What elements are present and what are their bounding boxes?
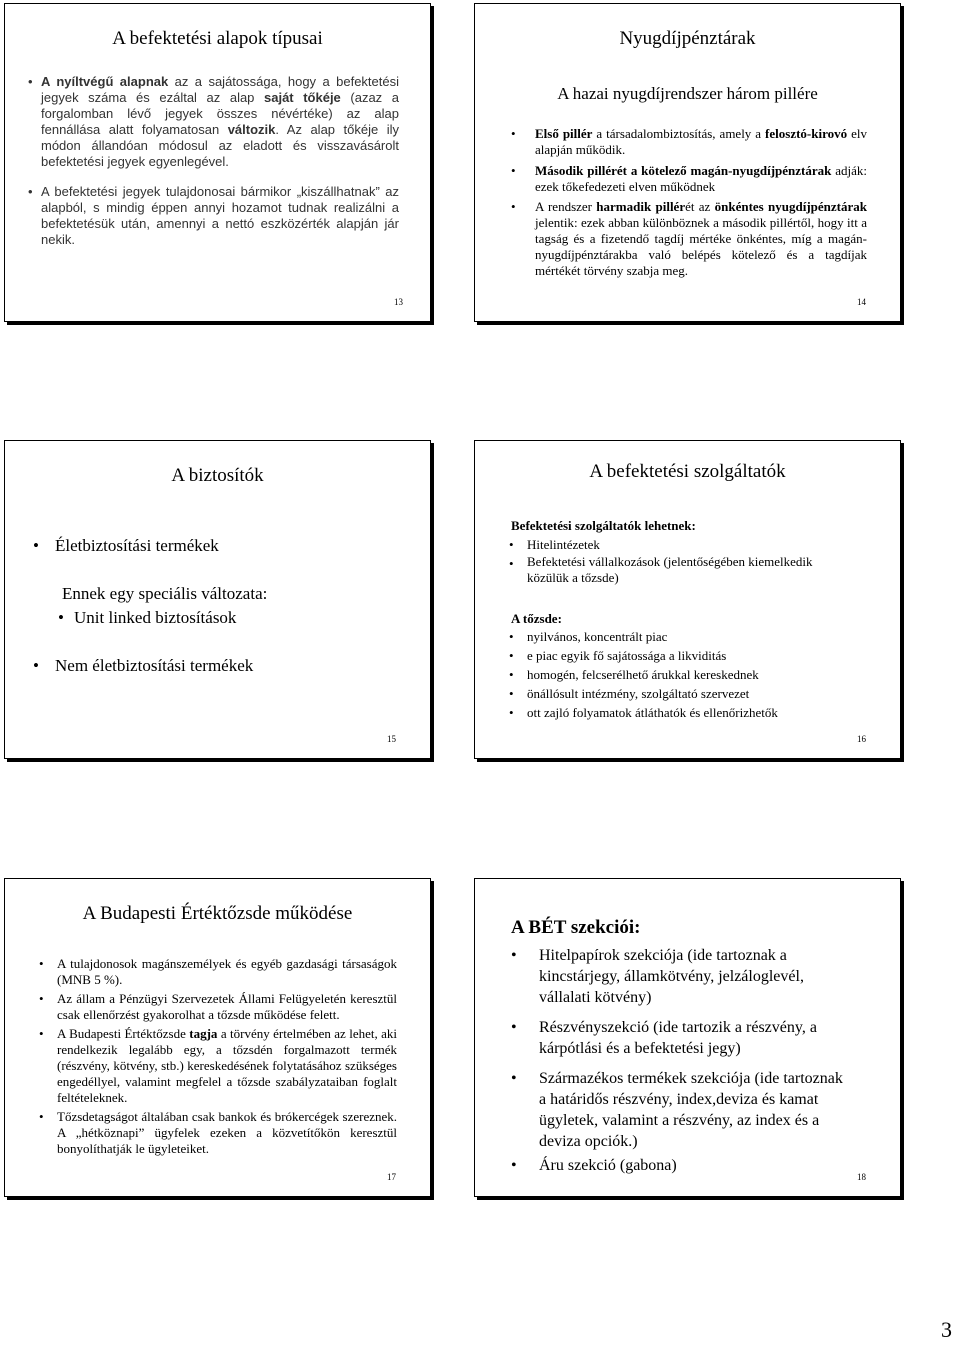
bullet-text: Áru szekció (gabona) [539, 1157, 677, 1174]
bullet-text: homogén, felcserélhető árukkal kereskednek [527, 667, 759, 682]
section-heading: Befektetési szolgáltatók lehetnek: [511, 518, 696, 533]
list-item [511, 945, 849, 1008]
bullet-list [33, 655, 395, 677]
list-item: • A Budapesti Értéktőzsde tagja a törvény értelmében az lehet, aki rendelkezik legalább egy, a tőzsdén forgalmazott termék (részvény, kötvény, stb.) kereskedésének folytatásához szükséges engedéllyel, valamint megfelel a tőzsde szabályzataiban foglalt feltételeknek. [39, 1026, 397, 1105]
bullet-icon: • [511, 199, 516, 214]
bullet-text: e piac egyik fő sajátossága a likviditás [527, 648, 727, 663]
bullet-icon: • [33, 656, 39, 675]
bullet-text: Tőzsdetagságot általában csak bankok és brókercégek szereznek. A „hétköznapi” ügyfelek ezeken a közvetítőkön keresztül bonyolíthatják le ügyleteiket. [57, 1109, 397, 1156]
slide-16 [474, 440, 901, 759]
bullet-icon: • [511, 1019, 517, 1036]
bullet-icon: • [511, 947, 517, 964]
page-number: 3 [941, 1317, 952, 1342]
list-item: • A rendszer harmadik pillérét az önkéntes nyugdíjpénztárak jelentik: ezek abban különböznek a második pillértől, hogy itt a tagság és a fizetendő tagdíj mértéke önkéntes, míg a magán-nyugdíjpénztárakba való belépés kötelező és a tagdíjak mértékét törvény szabja meg. [511, 199, 867, 278]
slide-title: A BÉT szekciói: [511, 917, 641, 938]
bullet-icon: • [509, 556, 514, 571]
list-item [509, 703, 857, 722]
bullet-icon: • [509, 686, 514, 701]
bullet-text: A befektetési jegyek tulajdonosai bármikor „kiszállhatnak” az alapból, s mindig éppen annyi hozamot tudnak realizálni a befektetésük után, amennyi a nettó eszközérték alapján jár nekik. [41, 184, 399, 247]
bullet-icon: • [509, 537, 514, 552]
bullet-list [511, 126, 867, 279]
bullet-text: ott zajló folyamatok átláthatók és ellenőrizhetők [527, 705, 778, 720]
bullet-list [509, 535, 857, 586]
slide-number: 15 [387, 734, 396, 744]
bullet-list [39, 956, 397, 1157]
slide-number: 13 [394, 297, 403, 307]
bullet-list [509, 627, 857, 722]
bullet-icon: • [509, 667, 514, 682]
bullet-icon: • [39, 956, 44, 971]
list-item [39, 991, 397, 1023]
bullet-icon: • [28, 184, 33, 199]
slide-title: A biztosítók [171, 465, 264, 486]
list-item [39, 956, 397, 988]
bullet-text: Származékos termékek szekciója (ide tartoznak a határidős részvény, index,deviza és kamat ügyletek, valamint a részvény, az index és a deviza opciók.) [539, 1070, 843, 1150]
bullet-icon: • [509, 705, 514, 720]
bullet-text: Életbiztosítási termékek [55, 536, 219, 555]
slide-17 [4, 878, 431, 1197]
list-item [511, 1017, 849, 1059]
bullet-icon: • [511, 1070, 517, 1087]
bullet-icon: • [509, 629, 514, 644]
bullet-list [511, 945, 849, 1176]
list-item: • Befektetési vállalkozások (jelentőségében kiemelkedik közülük a tőzsde) [509, 554, 813, 585]
note-text: Ennek egy speciális változata: [62, 584, 268, 603]
bullet-icon: • [511, 163, 516, 178]
bullet-list [33, 535, 395, 557]
list-item [58, 607, 374, 629]
section-heading: A tőzsde: [511, 611, 562, 626]
list-item: • Első pillér a társadalombiztosítás, amely a felosztó-kirovó elv alapján működik. [511, 126, 867, 157]
list-item [509, 665, 857, 684]
slide-15 [4, 440, 431, 759]
list-item [28, 184, 399, 248]
list-item [39, 1109, 397, 1157]
bullet-icon: • [33, 536, 39, 555]
slide-number: 18 [857, 1172, 866, 1182]
bullet-text: Unit linked biztosítások [74, 608, 237, 627]
list-item [509, 627, 857, 646]
bullet-text: önállósult intézmény, szolgáltató szervezet [527, 686, 750, 701]
list-item [511, 1155, 849, 1176]
list-item [511, 1068, 849, 1152]
list-item [509, 684, 857, 703]
list-item: • Második pillérét a kötelező magán-nyugdíjpénztárak adják: ezek tőkefedezeti elven működnek [511, 163, 867, 194]
slide-number: 14 [857, 297, 866, 307]
slide-14 [474, 3, 901, 322]
list-item: • A nyíltvégű alapnak az a sajátossága, hogy a befektetési jegyek száma és ezáltal az alap saját tőkéje (azaz a forgalomban lévő jegyek összes névértéke) az alap fennállása alatt folyamatosan változik. Az alap tőkéje ily módon állandóan módosul az eladott és visszavásárolt befektetési jegyek egyenlegével. [28, 74, 400, 169]
list-item [509, 646, 857, 665]
bullet-icon: • [39, 1026, 44, 1041]
bullet-text: Nem életbiztosítási termékek [55, 656, 254, 675]
list-item [509, 535, 857, 554]
bullet-text: nyilvános, koncentrált piac [527, 629, 668, 644]
bullet-icon: • [511, 1157, 517, 1174]
bullet-list [28, 74, 400, 248]
slide-number: 17 [387, 1172, 396, 1182]
slide-title: A befektetési alapok típusai [112, 28, 323, 49]
bullet-icon: • [39, 991, 44, 1006]
bullet-text: Hitelpapírok szekciója (ide tartoznak a kincstárjegy, államkötvény, jelzáloglevél, vállalati kötvény) [539, 947, 804, 1006]
bullet-text: Hitelintézetek [527, 537, 600, 552]
slide-13 [4, 3, 431, 322]
bullet-icon: • [511, 126, 516, 141]
slide-18 [474, 878, 901, 1197]
bullet-icon: • [58, 608, 64, 627]
list-item [33, 535, 395, 557]
bullet-icon: • [28, 74, 33, 89]
bullet-icon: • [39, 1109, 44, 1124]
bullet-icon: • [509, 648, 514, 663]
sub-list [58, 607, 374, 629]
list-item [33, 655, 395, 677]
slide-title: Nyugdíjpénztárak [619, 28, 756, 49]
slide-number: 16 [857, 734, 866, 744]
slide-title: A Budapesti Értéktőzsde működése [82, 903, 353, 924]
slide-title: A befektetési szolgáltatók [589, 461, 786, 482]
bullet-text: Részvényszekció (ide tartozik a részvény, a kárpótlási és a befektetési jegy) [539, 1019, 817, 1057]
bullet-text: Az állam a Pénzügyi Szervezetek Állami Felügyeletén keresztül csak ellenőrzést gyakorolhat a tőzsde működése felett. [57, 991, 397, 1022]
bullet-text: A tulajdonosok magánszemélyek és egyéb gazdasági társaságok (MNB 5 %). [57, 956, 397, 987]
slide-subtitle: A hazai nyugdíjrendszer három pillére [557, 84, 818, 103]
